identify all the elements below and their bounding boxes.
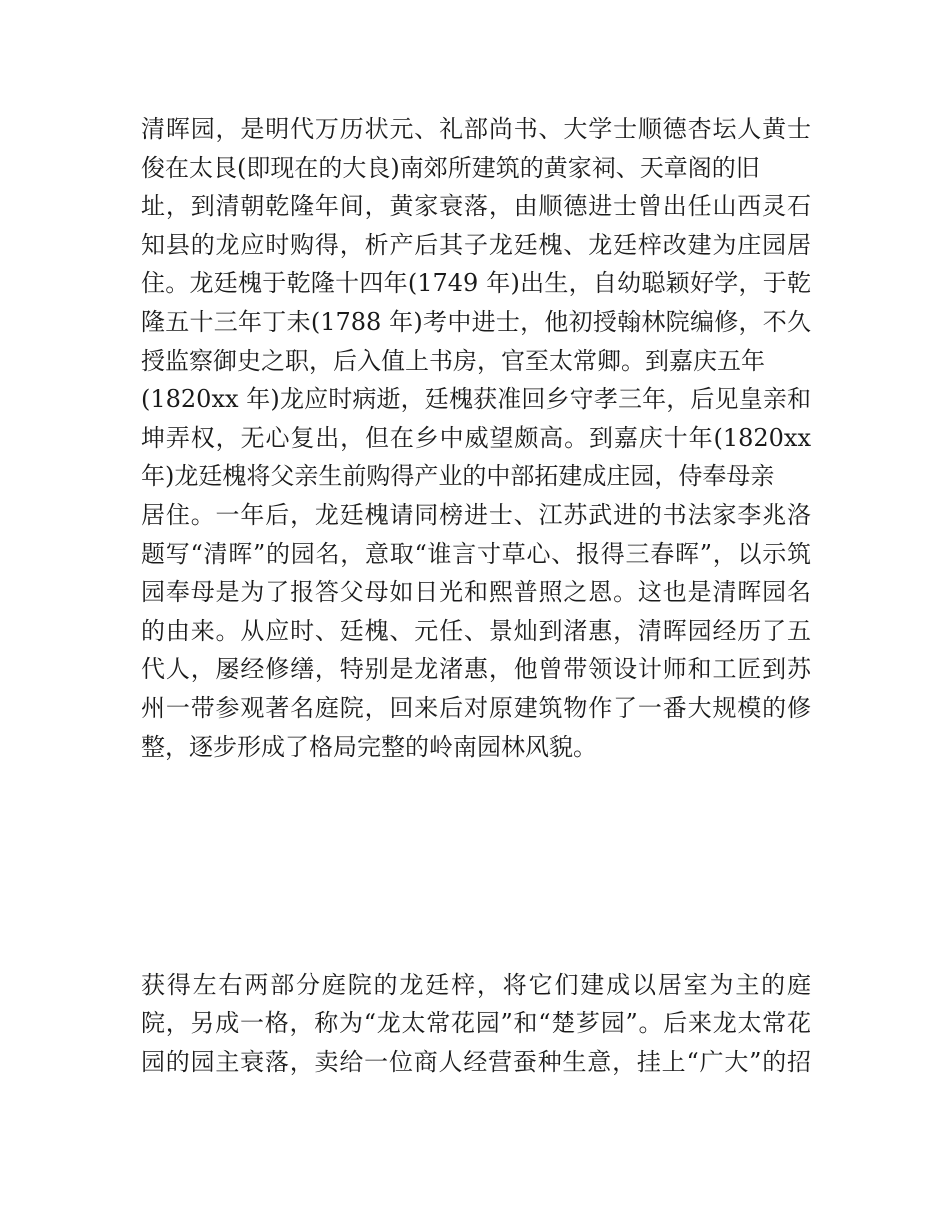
text-line: 居住。一年后，龙廷槐请同榜进士、江苏武进的书法家李兆洛 bbox=[141, 500, 811, 529]
text-line: 获得左右两部分庭院的龙廷梓，将它们建成以居室为主的庭 bbox=[141, 971, 811, 999]
text-line: 住。龙廷槐于乾隆十四年(1749 年)出生，自幼聪颖好学，于乾 bbox=[141, 269, 811, 298]
paragraph-1 bbox=[141, 110, 811, 766]
text-line: 整，逐步形成了格局完整的岭南园林风貌。 bbox=[141, 732, 597, 761]
paragraph-2 bbox=[141, 966, 811, 1081]
text-line: 题写“清晖”的园名，意取“谁言寸草心、报得三春晖”，以示筑 bbox=[141, 539, 811, 568]
text-line: 授监察御史之职，后入值上书房，官至太常卿。到嘉庆五年 bbox=[141, 346, 765, 375]
text-line: 代人，屡经修缮，特别是龙渚惠，他曾带领设计师和工匠到苏 bbox=[141, 655, 811, 684]
text-line: 园的园主衰落，卖给一位商人经营蚕种生意，挂上“广大”的招 bbox=[141, 1047, 811, 1076]
text-line: 坤弄权，无心复出，但在乡中威望颇高。到嘉庆十年(1820xx bbox=[141, 423, 811, 452]
text-line: 年)龙廷槐将父亲生前购得产业的中部拓建成庄园，侍奉母亲 bbox=[141, 462, 775, 491]
text-line: 院，另成一格，称为“龙太常花园”和“楚芗园”。后来龙太常花 bbox=[141, 1009, 811, 1038]
text-line: 清晖园，是明代万历状元、礼部尚书、大学士顺德杏坛人黄士 bbox=[141, 115, 811, 143]
text-line: 园奉母是为了报答父母如日光和熙普照之恩。这也是清晖园名 bbox=[141, 578, 811, 607]
text-line: 知县的龙应时购得，析产后其子龙廷槐、龙廷梓改建为庄园居 bbox=[141, 230, 811, 259]
text-line: 俊在太艮(即现在的大良)南郊所建筑的黄家祠、天章阁的旧 bbox=[141, 153, 760, 182]
text-line: 隆五十三年丁未(1788 年)考中进士，他初授翰林院编修，不久 bbox=[141, 307, 811, 336]
text-line: 的由来。从应时、廷槐、元任、景灿到渚惠，清晖园经历了五 bbox=[141, 616, 811, 645]
text-line: 州一带参观著名庭院，回来后对原建筑物作了一番大规模的修 bbox=[141, 693, 811, 722]
text-line: 址，到清朝乾隆年间，黄家衰落，由顺德进士曾出任山西灵石 bbox=[141, 192, 811, 221]
text-line: (1820xx 年)龙应时病逝，廷槐获准回乡守孝三年，后见皇亲和 bbox=[141, 385, 811, 414]
